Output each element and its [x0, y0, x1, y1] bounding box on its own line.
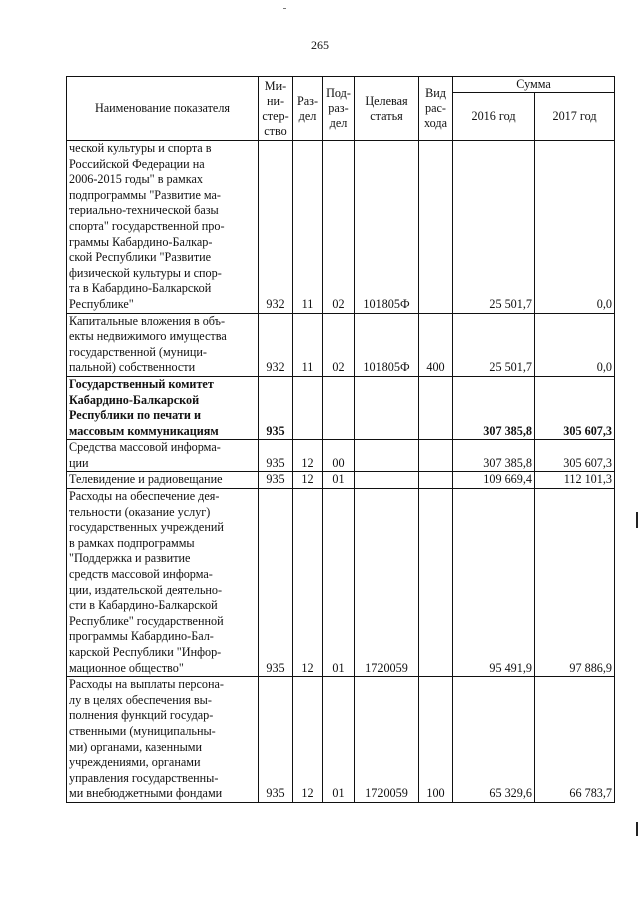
row-subsection — [323, 376, 355, 439]
row-sum-2017: 0,0 — [535, 313, 615, 376]
row-target: 1720059 — [355, 677, 419, 803]
row-section: 12 — [293, 472, 323, 489]
row-name: Средства массовой информа- ции — [67, 440, 259, 472]
header-year-2016: 2016 год — [453, 93, 535, 141]
row-expense-type — [419, 489, 453, 677]
row-target — [355, 440, 419, 472]
row-sum-2016: 95 491,9 — [453, 489, 535, 677]
scan-mark — [283, 8, 286, 9]
table-row — [67, 313, 615, 376]
row-section: 11 — [293, 313, 323, 376]
row-section — [293, 376, 323, 439]
row-subsection: 01 — [323, 677, 355, 803]
row-ministry: 935 — [259, 440, 293, 472]
row-expense-type — [419, 376, 453, 439]
row-target — [355, 472, 419, 489]
row-name: Капитальные вложения в объ- екты недвижимого имущества государственной (муници- пальной) собственности — [67, 313, 259, 376]
row-ministry: 935 — [259, 472, 293, 489]
row-sum-2017: 0,0 — [535, 141, 615, 314]
row-ministry: 932 — [259, 141, 293, 314]
row-target: 1720059 — [355, 489, 419, 677]
table-row — [67, 440, 615, 472]
row-section: 11 — [293, 141, 323, 314]
row-subsection: 01 — [323, 472, 355, 489]
row-subsection: 01 — [323, 489, 355, 677]
header-year-2017: 2017 год — [535, 93, 615, 141]
header-expense-type: Вид рас- хода — [419, 77, 453, 141]
row-sum-2016: 307 385,8 — [453, 440, 535, 472]
header-sum: Сумма — [453, 77, 615, 93]
row-expense-type — [419, 440, 453, 472]
table-row — [67, 472, 615, 489]
row-expense-type: 100 — [419, 677, 453, 803]
row-expense-type — [419, 472, 453, 489]
edge-mark — [636, 512, 638, 528]
row-sum-2016: 25 501,7 — [453, 313, 535, 376]
row-ministry: 935 — [259, 376, 293, 439]
table-body — [67, 141, 615, 803]
row-sum-2017: 305 607,3 — [535, 376, 615, 439]
row-name: Расходы на обеспечение дея- тельности (оказание услуг) государственных учреждений в рамках подпрограммы "Поддержка и развитие средств массовой информа- ции, издательской деятельно- сти в Кабардино-Балкарской Республике" государственной программы Кабардино-Бал- карской Республики "Инфор- мационное общество" — [67, 489, 259, 677]
header-section: Раз- дел — [293, 77, 323, 141]
row-name: Расходы на выплаты персона- лу в целях обеспечения вы- полнения функций государ- ственными (муниципальны- ми) органами, казенными учреждениями, органами управления государственны- ми внебюджетными фондами — [67, 677, 259, 803]
table-row — [67, 141, 615, 314]
row-sum-2016: 25 501,7 — [453, 141, 535, 314]
row-subsection: 00 — [323, 440, 355, 472]
header-name: Наименование показателя — [67, 77, 259, 141]
row-subsection: 02 — [323, 313, 355, 376]
row-sum-2017: 305 607,3 — [535, 440, 615, 472]
header-subsection: Под- раз- дел — [323, 77, 355, 141]
header-target: Целевая статья — [355, 77, 419, 141]
row-expense-type: 400 — [419, 313, 453, 376]
row-sum-2016: 65 329,6 — [453, 677, 535, 803]
row-section: 12 — [293, 489, 323, 677]
row-sum-2016: 307 385,8 — [453, 376, 535, 439]
row-name: Государственный комитет Кабардино-Балкарской Республики по печати и массовым коммуникациям — [67, 376, 259, 439]
budget-table — [66, 76, 615, 803]
table-row — [67, 677, 615, 803]
row-sum-2017: 97 886,9 — [535, 489, 615, 677]
row-ministry: 935 — [259, 677, 293, 803]
edge-mark — [636, 822, 638, 836]
row-target: 101805Ф — [355, 313, 419, 376]
row-target — [355, 376, 419, 439]
header-ministry: Ми- ни- стер- ство — [259, 77, 293, 141]
row-sum-2017: 112 101,3 — [535, 472, 615, 489]
row-name: Телевидение и радиовещание — [67, 472, 259, 489]
row-sum-2017: 66 783,7 — [535, 677, 615, 803]
row-name: ческой культуры и спорта в Российской Федерации на 2006-2015 годы" в рамках подпрограммы "Развитие ма- териально-технической базы спорта" государственной про- граммы Кабардино-Балкар- ской Республики "Развитие физической культуры и спор- та в Кабардино-Балкарской Республике" — [67, 141, 259, 314]
row-expense-type — [419, 141, 453, 314]
row-section: 12 — [293, 677, 323, 803]
row-section: 12 — [293, 440, 323, 472]
table-row — [67, 489, 615, 677]
table-row — [67, 376, 615, 439]
row-subsection: 02 — [323, 141, 355, 314]
row-ministry: 932 — [259, 313, 293, 376]
page-number: 265 — [311, 38, 329, 52]
row-target: 101805Ф — [355, 141, 419, 314]
row-ministry: 935 — [259, 489, 293, 677]
row-sum-2016: 109 669,4 — [453, 472, 535, 489]
